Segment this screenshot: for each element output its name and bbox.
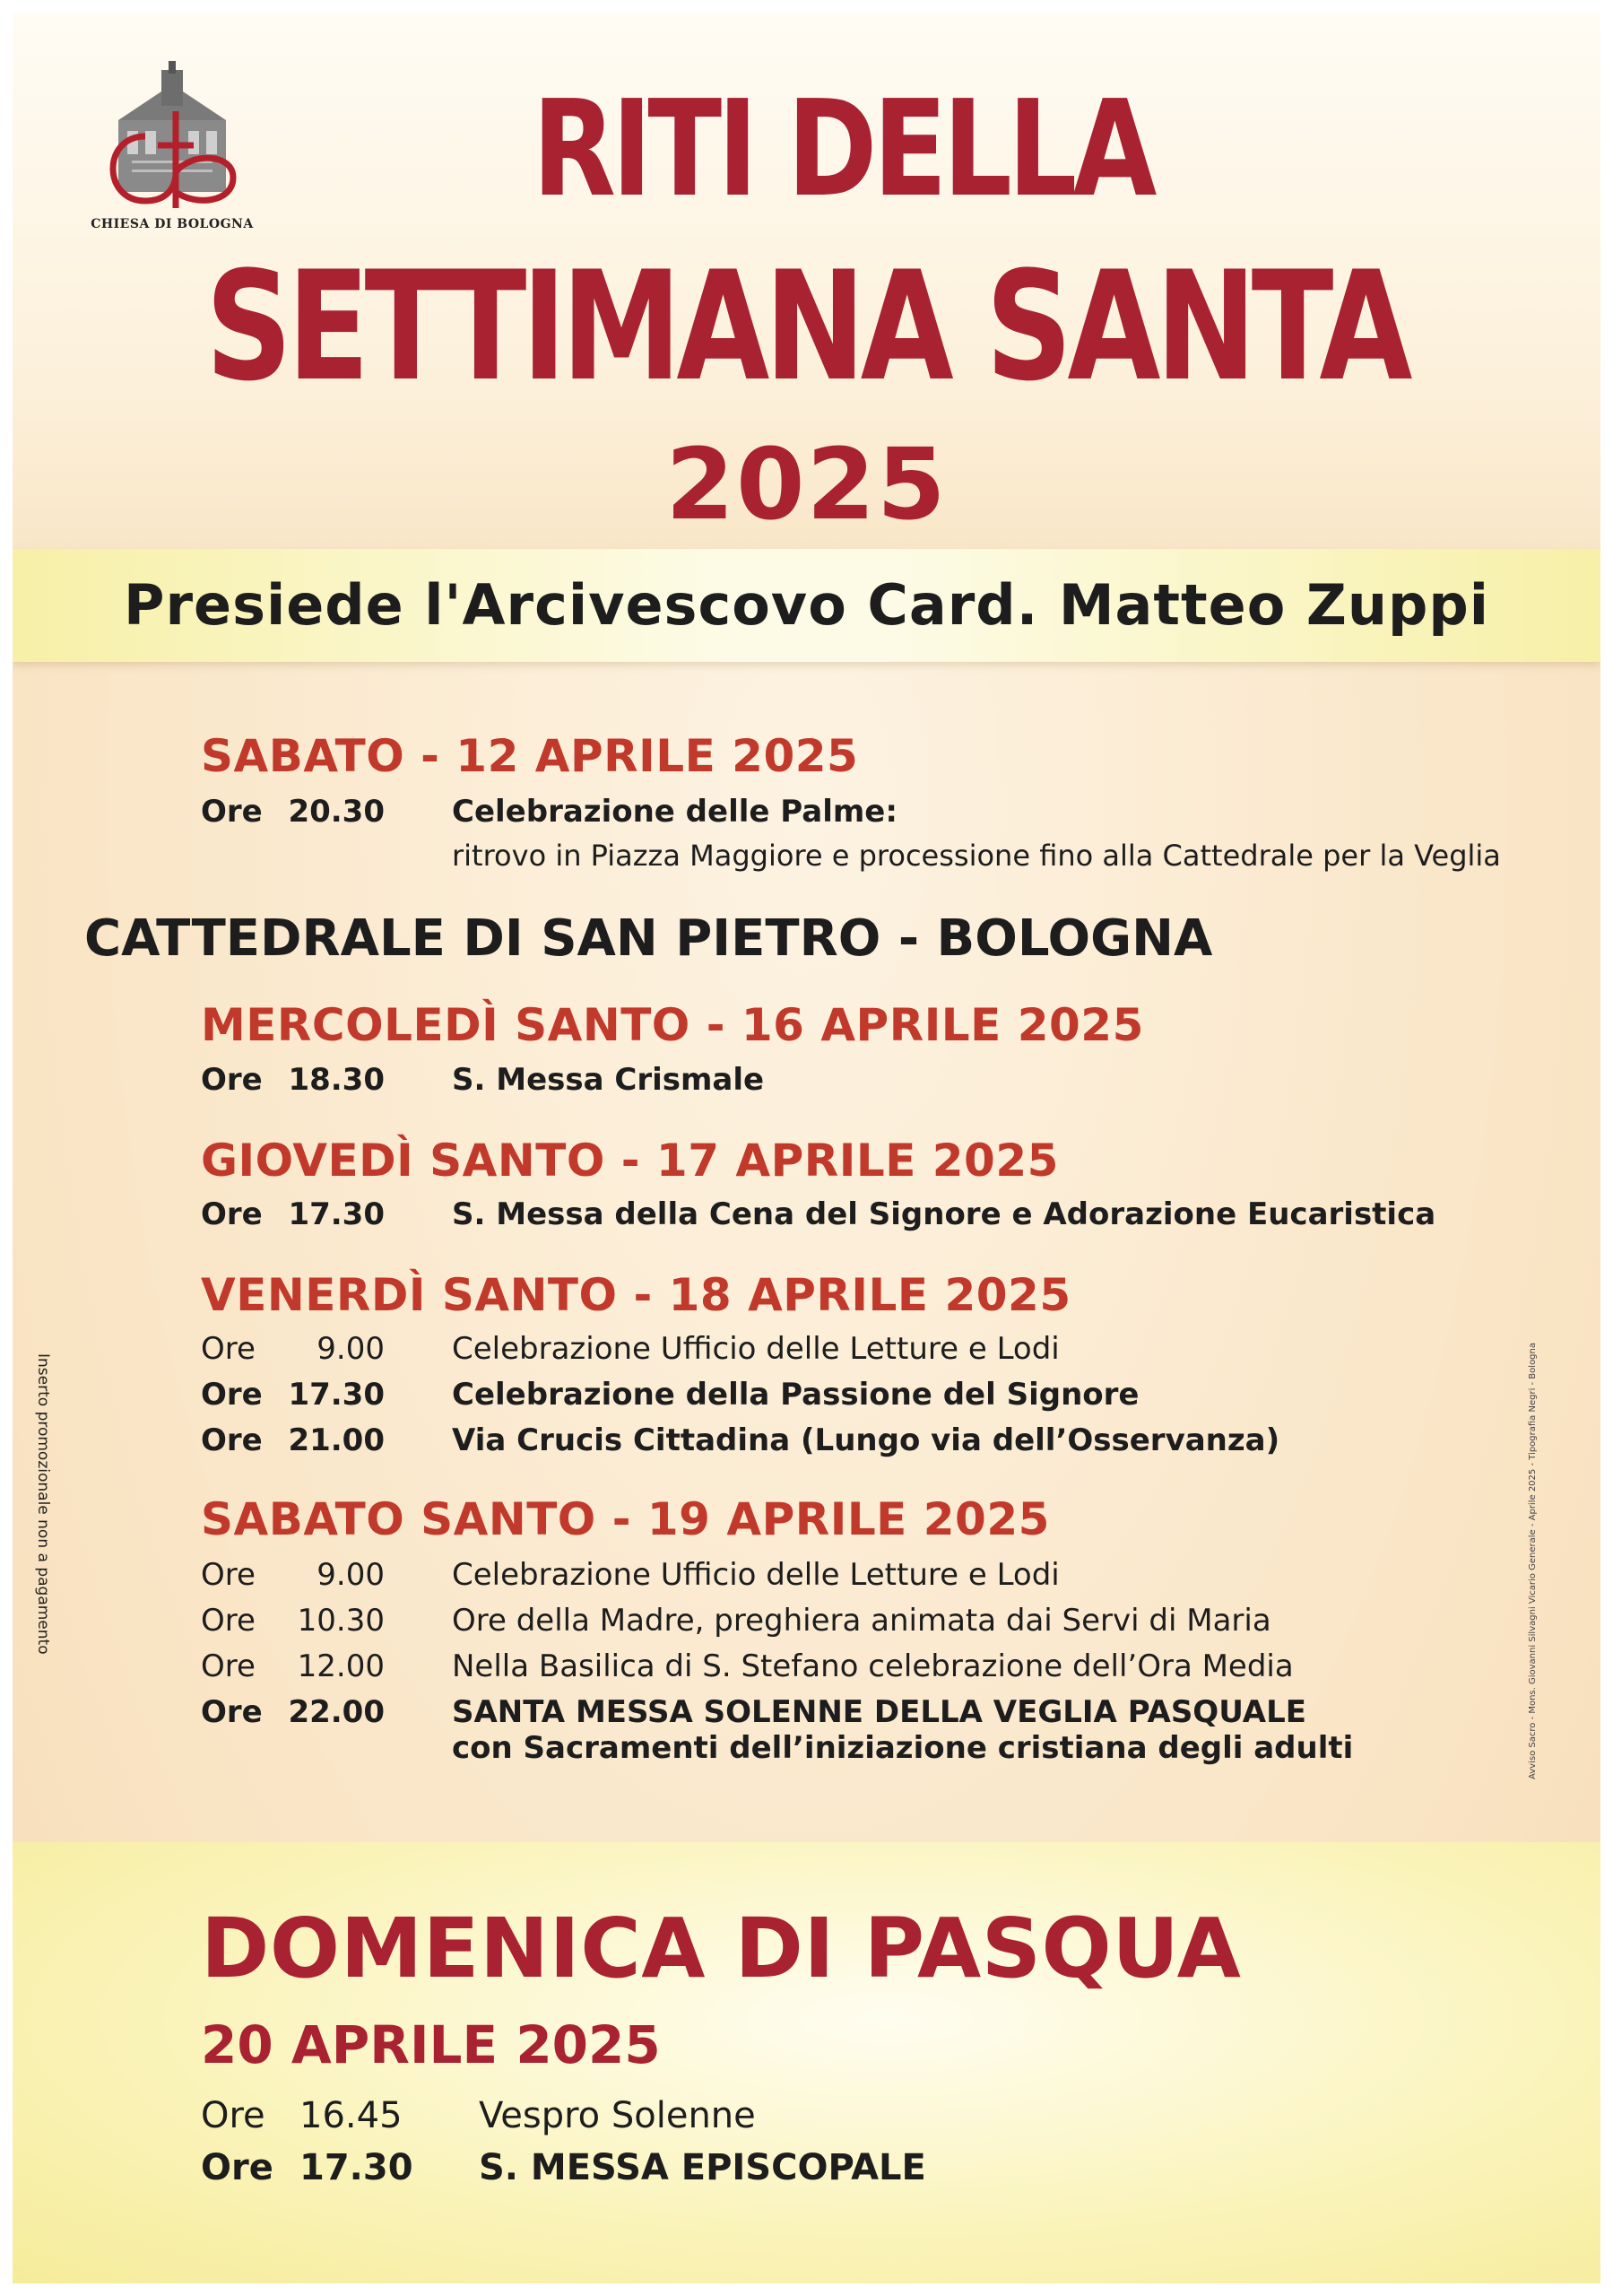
section-heading-giovedi: GIOVEDÌ SANTO - 17 APRILE 2025 [201, 1135, 1059, 1187]
event-description: Celebrazione della Passione del Signore [452, 1377, 1140, 1413]
presider-text: Presiede l'Arcivescovo Card. Matteo Zuppi [124, 572, 1489, 638]
ore-label: Ore [201, 1377, 263, 1413]
venue-heading: CATTEDRALE DI SAN PIETRO - BOLOGNA [84, 909, 1213, 968]
ore-label: Ore [201, 1694, 263, 1730]
section-heading-sabato-santo: SABATO SANTO - 19 APRILE 2025 [201, 1493, 1050, 1545]
event-description: Ore della Madre, preghiera animata dai Servi di Maria [452, 1603, 1271, 1639]
title-line-1: RITI DELLA [532, 72, 1153, 226]
section-heading-venerdi: VENERDÌ SANTO - 18 APRILE 2025 [201, 1269, 1071, 1321]
logo-label: CHIESA DI BOLOGNA [91, 217, 254, 231]
event-description-line-2: con Sacramenti dell’iniziazione cristiana degli adulti [452, 1730, 1354, 1766]
ore-label: Ore [201, 1648, 256, 1684]
title-line-2: SETTIMANA SANTA [205, 239, 1408, 414]
time-value: 10.30 [297, 1603, 385, 1639]
ore-label: Ore [201, 794, 263, 830]
event-subdescription: ritrovo in Piazza Maggiore e processione fino alla Cattedrale per la Veglia [452, 839, 1501, 873]
ore-label: Ore [201, 1422, 263, 1458]
time-value: 18.30 [288, 1062, 385, 1098]
event-description: Celebrazione Ufficio delle Letture e Lodi [452, 1557, 1060, 1593]
event-description: Nella Basilica di S. Stefano celebrazione dell’Ora Media [452, 1648, 1294, 1684]
event-description: S. Messa della Cena del Signore e Adorazione Eucaristica [452, 1196, 1436, 1232]
side-note-left: Inserto promozionale non a pagamento [34, 1353, 52, 1655]
time-value: 12.00 [297, 1648, 385, 1684]
ore-label: Ore [201, 1331, 256, 1367]
time-value: 21.00 [288, 1422, 385, 1458]
section-heading-mercoledi: MERCOLEDÌ SANTO - 16 APRILE 2025 [201, 999, 1144, 1051]
side-note-right: Avviso Sacro - Mons. Giovanni Silvagni Vicario Generale - Aprile 2025 - Tipografia Negri - Bologna [1528, 1343, 1538, 1779]
event-description: Celebrazione delle Palme: [452, 794, 898, 830]
easter-date: 20 APRILE 2025 [201, 2014, 661, 2075]
time-value: 16.45 [299, 2095, 403, 2136]
time-value: 20.30 [288, 794, 385, 830]
time-value: 17.30 [288, 1377, 385, 1413]
time-value: 9.00 [317, 1331, 385, 1367]
event-description: SANTA MESSA SOLENNE DELLA VEGLIA PASQUALE [452, 1694, 1306, 1730]
event-description: S. Messa Crismale [452, 1062, 765, 1098]
ore-label: Ore [201, 2147, 273, 2188]
poster [13, 13, 1600, 2283]
ore-label: Ore [201, 1062, 263, 1098]
event-description: Celebrazione Ufficio delle Letture e Lodi [452, 1331, 1060, 1367]
time-value: 9.00 [317, 1557, 385, 1593]
ore-label: Ore [201, 1557, 256, 1593]
ore-label: Ore [201, 1603, 256, 1639]
time-value: 17.30 [299, 2147, 413, 2188]
event-description: S. MESSA EPISCOPALE [479, 2147, 926, 2188]
title-year: 2025 [665, 427, 948, 542]
easter-title: DOMENICA DI PASQUA [201, 1900, 1242, 1996]
time-value: 22.00 [288, 1694, 385, 1730]
event-description: Via Crucis Cittadina (Lungo via dell’Osservanza) [452, 1422, 1280, 1458]
section-heading-sabato-palme: SABATO - 12 APRILE 2025 [201, 730, 859, 782]
ore-label: Ore [201, 2095, 265, 2136]
ore-label: Ore [201, 1196, 263, 1232]
event-description: Vespro Solenne [479, 2095, 756, 2136]
presider-band [13, 549, 1600, 662]
time-value: 17.30 [288, 1196, 385, 1232]
